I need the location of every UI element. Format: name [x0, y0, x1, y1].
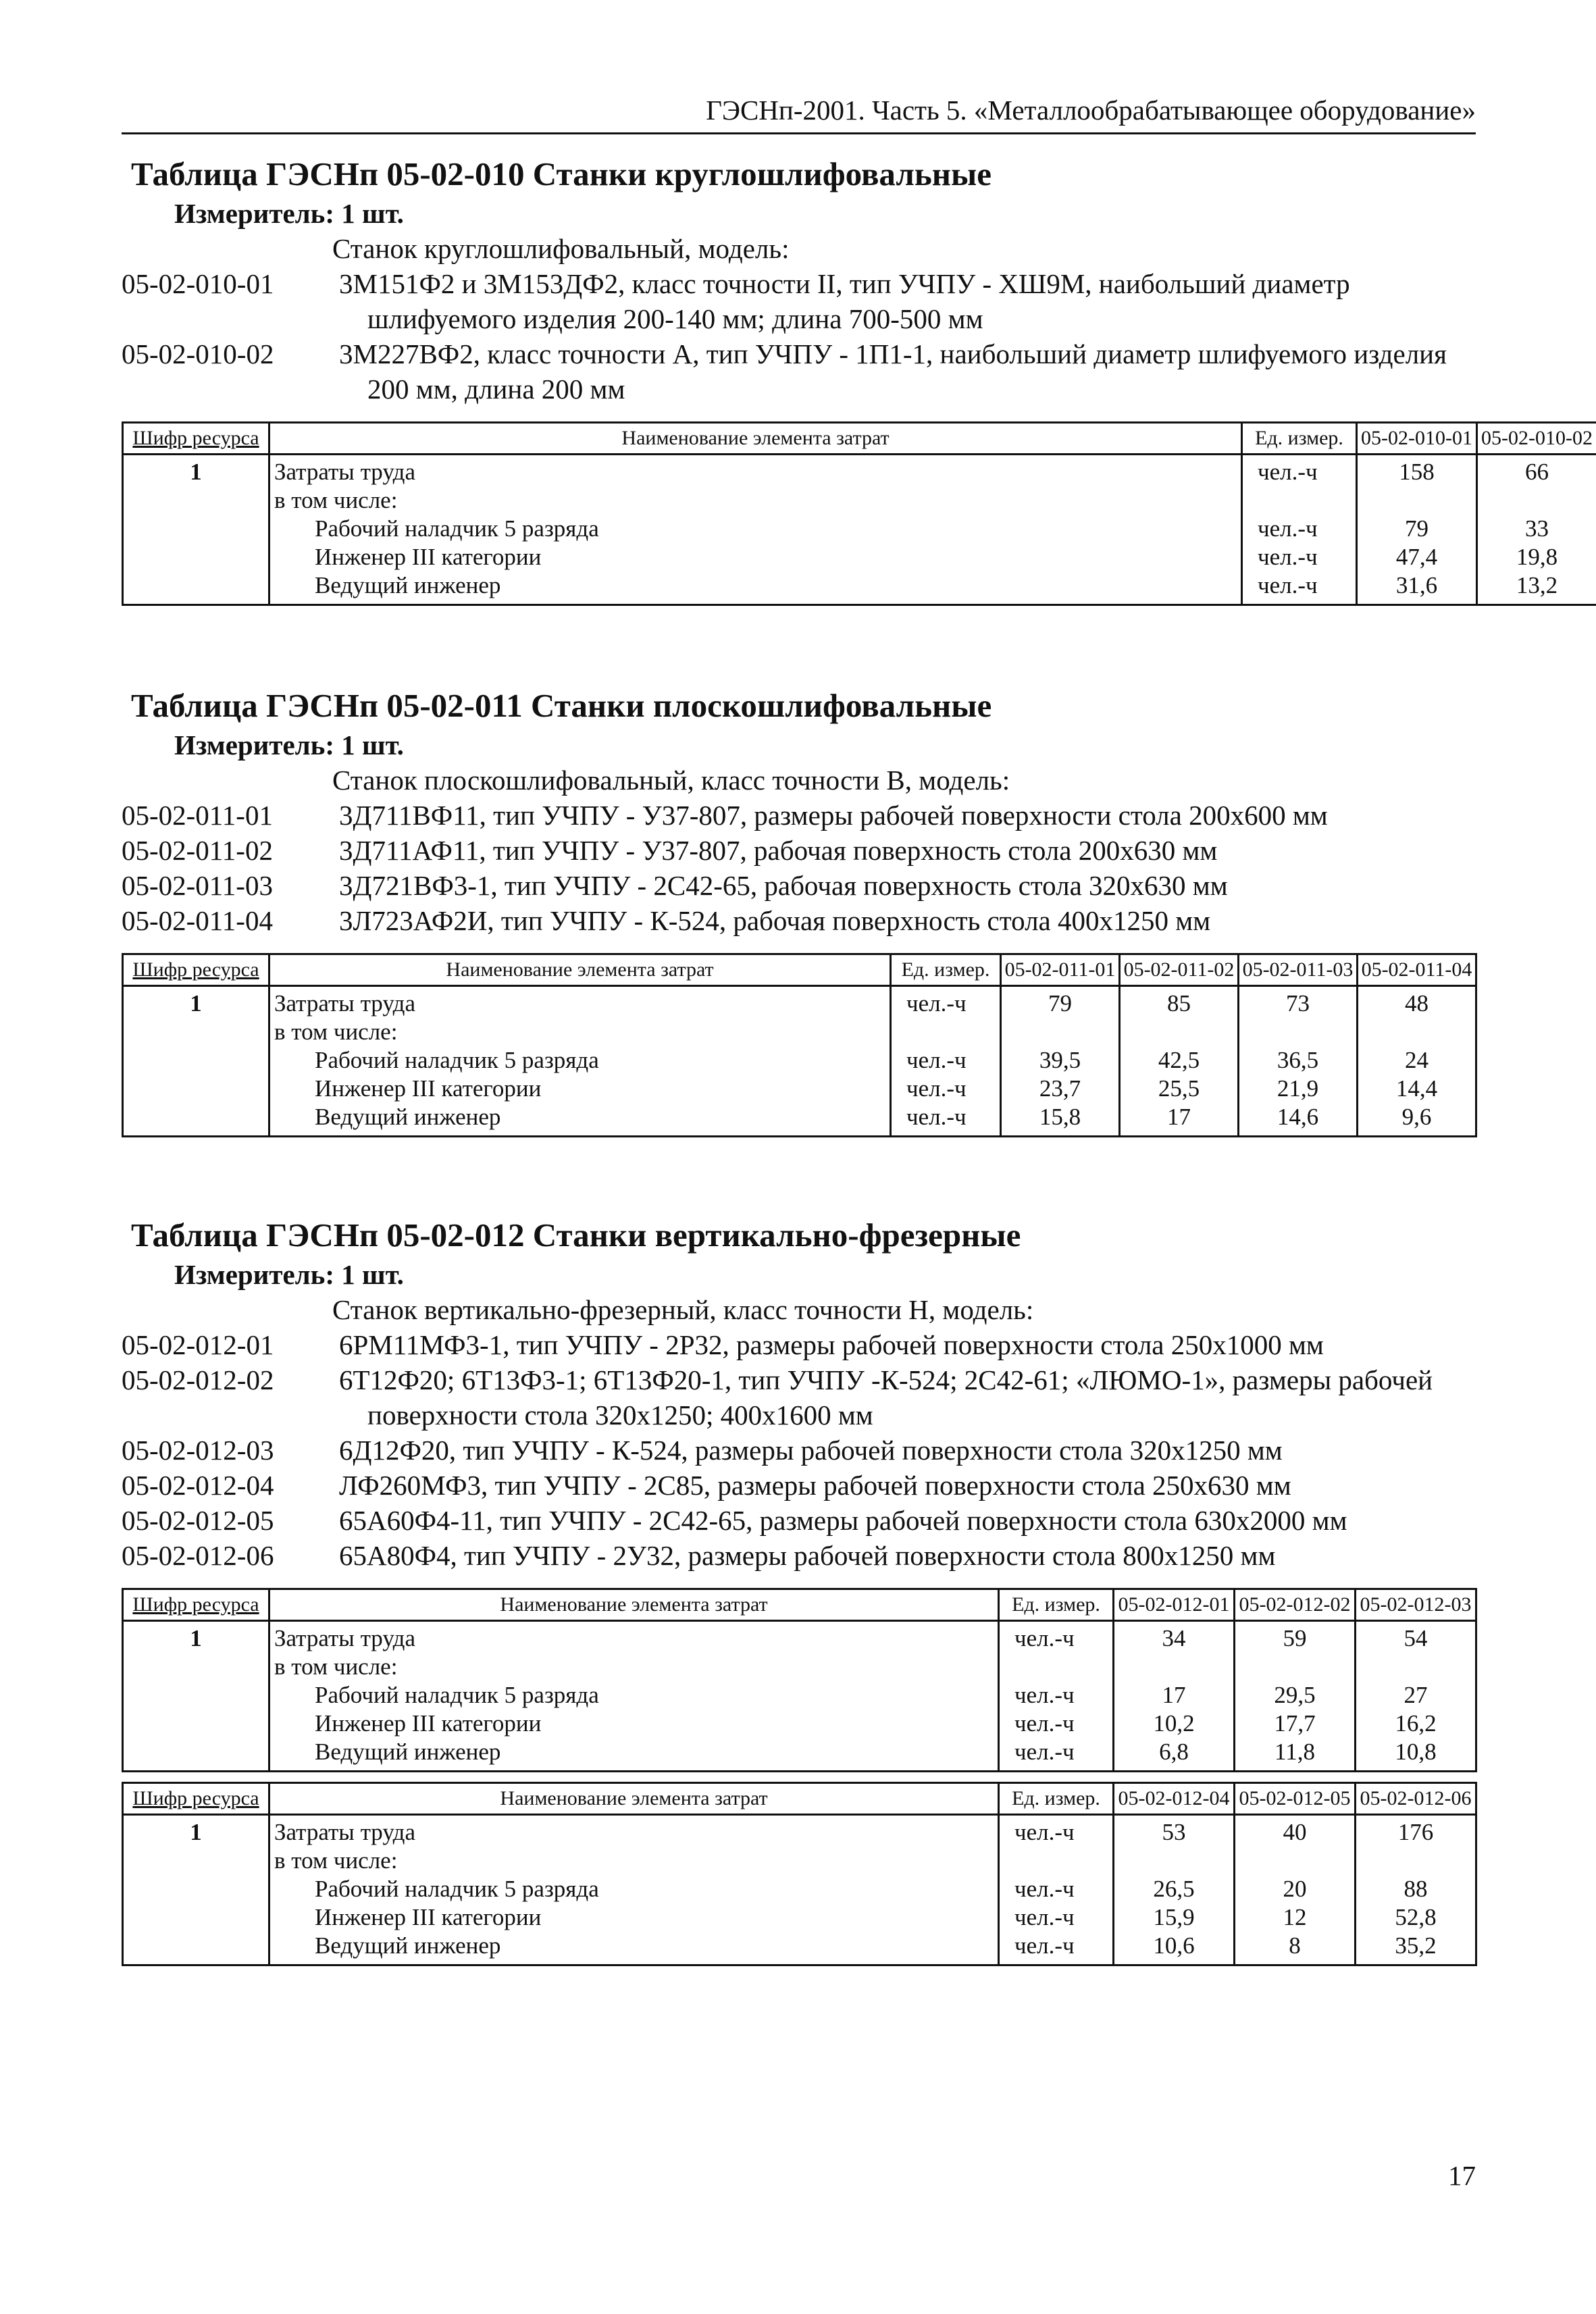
cell-element-name: в том числе: — [269, 1847, 999, 1875]
code-description — [334, 833, 1476, 868]
cell-element-name: Инженер III категории — [269, 1903, 999, 1932]
meter-line: Измеритель: 1 шт. — [174, 198, 404, 229]
cell-unit: чел.-ч — [1242, 543, 1357, 571]
table-header-row — [123, 1783, 1476, 1815]
header-norm-code: 05-02-011-03 — [1239, 954, 1358, 986]
page-number: 17 — [1448, 2160, 1476, 2191]
code-row — [122, 1538, 1476, 1573]
code-row — [122, 336, 1476, 407]
cell-value: 12 — [1235, 1903, 1356, 1932]
cell-value: 85 — [1120, 986, 1239, 1019]
norms-table — [122, 1588, 1477, 1772]
cell-element-name: в том числе: — [269, 1653, 999, 1681]
cell-unit: чел.-ч — [1242, 455, 1357, 487]
norms-table — [122, 421, 1596, 606]
cell-resource-code — [123, 1018, 269, 1046]
code-number: 05-02-011-01 — [122, 800, 273, 831]
cell-value: 79 — [1001, 986, 1120, 1019]
cell-value: 11,8 — [1235, 1738, 1356, 1772]
cell-value: 29,5 — [1235, 1681, 1356, 1709]
cell-value: 31,6 — [1357, 571, 1477, 605]
code-row — [122, 1362, 1476, 1433]
cell-value: 17,7 — [1235, 1709, 1356, 1738]
cell-element-name: Рабочий наладчик 5 разряда — [269, 1681, 999, 1709]
cell-unit: чел.-ч — [999, 1903, 1114, 1932]
code-number: 05-02-011-03 — [122, 870, 273, 901]
code-row — [122, 1503, 1476, 1538]
header-norm-code: 05-02-011-02 — [1120, 954, 1239, 986]
cell-value: 10,2 — [1114, 1709, 1235, 1738]
code-description-line: 6РМ11МФ3-1, тип УЧПУ - 2Р32, размеры рабочей поверхности стола 250х1000 мм — [339, 1329, 1324, 1360]
cell-value — [1477, 486, 1596, 515]
cell-resource-code — [123, 1653, 269, 1681]
cell-unit: чел.-ч — [891, 1075, 1001, 1103]
cell-value: 66 — [1477, 455, 1596, 487]
table-row — [123, 1875, 1476, 1903]
section-05-02-010 — [122, 153, 1593, 606]
header-unit: Ед. измер. — [999, 1783, 1114, 1815]
cell-value: 17 — [1120, 1103, 1239, 1137]
cell-value: 14,6 — [1239, 1103, 1358, 1137]
cell-element-name: Рабочий наладчик 5 разряда — [269, 1046, 891, 1075]
header-resource-code: Шифр ресурса — [123, 1783, 269, 1815]
cell-resource-code — [123, 486, 269, 515]
section-05-02-011 — [122, 684, 1476, 1137]
cell-element-name: Ведущий инженер — [269, 1932, 999, 1965]
code-description — [334, 266, 1476, 336]
table-row — [123, 1681, 1476, 1709]
code-description-line: 3Д711ВФ11, тип УЧПУ - У37-807, размеры рабочей поверхности стола 200х600 мм — [339, 800, 1328, 831]
section-intro: Станок плоскошлифовальный, класс точности В, модель: — [332, 765, 1010, 796]
cell-unit: чел.-ч — [999, 1738, 1114, 1772]
code-row — [122, 1327, 1476, 1362]
code-description — [334, 1433, 1476, 1468]
code-number: 05-02-011-02 — [122, 835, 273, 866]
cell-resource-code — [123, 1875, 269, 1903]
header-element-name: Наименование элемента затрат — [269, 954, 891, 986]
cell-resource-code — [123, 543, 269, 571]
table-row — [123, 455, 1596, 487]
cell-unit: чел.-ч — [891, 986, 1001, 1019]
running-header: ГЭСНп-2001. Часть 5. «Металлообрабатывающее оборудование» — [706, 95, 1476, 126]
cell-resource-code: 1 — [123, 986, 269, 1019]
code-description-line: 65А80Ф4, тип УЧПУ - 2У32, размеры рабочей поверхности стола 800х1250 мм — [339, 1540, 1276, 1571]
cell-resource-code: 1 — [123, 1621, 269, 1653]
cell-value: 53 — [1114, 1815, 1235, 1847]
code-number: 05-02-012-05 — [122, 1505, 274, 1536]
code-number: 05-02-012-01 — [122, 1329, 274, 1360]
section-05-02-012 — [122, 1214, 1476, 1966]
cell-resource-code — [123, 1681, 269, 1709]
header-unit: Ед. измер. — [891, 954, 1001, 986]
code-row — [122, 798, 1476, 833]
table-row — [123, 1738, 1476, 1772]
cell-unit — [891, 1018, 1001, 1046]
cell-unit: чел.-ч — [999, 1681, 1114, 1709]
cell-value: 25,5 — [1120, 1075, 1239, 1103]
cell-resource-code — [123, 1932, 269, 1965]
table-row — [123, 986, 1476, 1019]
cell-element-name: Рабочий наладчик 5 разряда — [269, 515, 1242, 543]
code-description — [334, 1362, 1476, 1433]
code-description-continuation: поверхности стола 320х1250; 400х1600 мм — [367, 1399, 873, 1431]
meter-line: Измеритель: 1 шт. — [174, 729, 404, 761]
header-norm-code: 05-02-012-02 — [1235, 1589, 1356, 1621]
cell-element-name: Затраты труда — [269, 455, 1242, 487]
table-row — [123, 486, 1596, 515]
cell-value: 88 — [1356, 1875, 1476, 1903]
cell-value: 10,6 — [1114, 1932, 1235, 1965]
norms-table — [122, 953, 1477, 1137]
cell-value: 54 — [1356, 1621, 1476, 1653]
cell-value — [1356, 1653, 1476, 1681]
cell-unit: чел.-ч — [891, 1103, 1001, 1137]
cell-unit: чел.-ч — [891, 1046, 1001, 1075]
table-row — [123, 1709, 1476, 1738]
table-header-row — [123, 1589, 1476, 1621]
code-number: 05-02-012-03 — [122, 1435, 274, 1466]
cell-unit — [1242, 486, 1357, 515]
code-description-line: 3Д711АФ11, тип УЧПУ - У37-807, рабочая поверхность стола 200х630 мм — [339, 835, 1218, 866]
table-row — [123, 1075, 1476, 1103]
header-resource-code: Шифр ресурса — [123, 423, 269, 455]
cell-value: 59 — [1235, 1621, 1356, 1653]
code-description-line: 3М227ВФ2, класс точности А, тип УЧПУ - 1П1-1, наибольший диаметр шлифуемого изделия — [339, 338, 1447, 369]
cell-value — [1114, 1847, 1235, 1875]
code-description-continuation: 200 мм, длина 200 мм — [367, 374, 625, 405]
cell-value — [1235, 1847, 1356, 1875]
code-description-line: 6Д12Ф20, тип УЧПУ - К-524, размеры рабочей поверхности стола 320х1250 мм — [339, 1435, 1283, 1466]
cell-value: 42,5 — [1120, 1046, 1239, 1075]
header-norm-code: 05-02-010-01 — [1357, 423, 1477, 455]
code-description — [334, 903, 1476, 938]
cell-value: 176 — [1356, 1815, 1476, 1847]
cell-resource-code — [123, 1709, 269, 1738]
cell-value: 9,6 — [1358, 1103, 1476, 1137]
cell-value: 8 — [1235, 1932, 1356, 1965]
code-row — [122, 266, 1476, 336]
code-description-line: 6Т12Ф20; 6Т13Ф3-1; 6Т13Ф20-1, тип УЧПУ -К-524; 2С42-61; «ЛЮМО-1», размеры рабочей — [339, 1364, 1433, 1395]
header-unit: Ед. измер. — [1242, 423, 1357, 455]
cell-value — [1239, 1018, 1358, 1046]
cell-unit — [999, 1847, 1114, 1875]
section-title: Таблица ГЭСНп 05-02-010 Станки круглошлифовальные — [131, 155, 992, 192]
cell-value: 16,2 — [1356, 1709, 1476, 1738]
cell-value: 39,5 — [1001, 1046, 1120, 1075]
header-norm-code: 05-02-012-05 — [1235, 1783, 1356, 1815]
section-title: Таблица ГЭСНп 05-02-012 Станки вертикально-фрезерные — [131, 1216, 1021, 1254]
cell-value: 15,8 — [1001, 1103, 1120, 1137]
cell-value: 15,9 — [1114, 1903, 1235, 1932]
cell-value: 14,4 — [1358, 1075, 1476, 1103]
cell-unit: чел.-ч — [999, 1709, 1114, 1738]
code-number: 05-02-012-06 — [122, 1540, 274, 1571]
code-number: 05-02-011-04 — [122, 905, 273, 936]
header-norm-code: 05-02-012-03 — [1356, 1589, 1476, 1621]
cell-element-name: Рабочий наладчик 5 разряда — [269, 1875, 999, 1903]
cell-value: 36,5 — [1239, 1046, 1358, 1075]
cell-element-name: Ведущий инженер — [269, 1103, 891, 1137]
code-row — [122, 868, 1476, 903]
code-number: 05-02-012-04 — [122, 1470, 274, 1501]
header-norm-code: 05-02-011-04 — [1358, 954, 1476, 986]
table-row — [123, 1847, 1476, 1875]
header-element-name: Наименование элемента затрат — [269, 1589, 999, 1621]
table-row — [123, 1903, 1476, 1932]
cell-resource-code — [123, 1075, 269, 1103]
header-unit: Ед. измер. — [999, 1589, 1114, 1621]
code-list — [122, 1327, 1476, 1573]
cell-resource-code: 1 — [123, 1815, 269, 1847]
cell-element-name: Ведущий инженер — [269, 571, 1242, 605]
code-description — [334, 1538, 1476, 1573]
code-list — [122, 798, 1476, 938]
cell-value — [1235, 1653, 1356, 1681]
cell-value: 27 — [1356, 1681, 1476, 1709]
cell-element-name: Инженер III категории — [269, 1075, 891, 1103]
cell-value — [1356, 1847, 1476, 1875]
cell-element-name: в том числе: — [269, 486, 1242, 515]
norms-table — [122, 1782, 1477, 1966]
section-intro: Станок круглошлифовальный, модель: — [332, 233, 790, 264]
code-description — [334, 1503, 1476, 1538]
cell-value: 23,7 — [1001, 1075, 1120, 1103]
table-row — [123, 571, 1596, 605]
header-norm-code: 05-02-012-06 — [1356, 1783, 1476, 1815]
cell-resource-code — [123, 1738, 269, 1772]
table-row — [123, 1815, 1476, 1847]
cell-value: 52,8 — [1356, 1903, 1476, 1932]
cell-value: 47,4 — [1357, 543, 1477, 571]
cell-element-name: в том числе: — [269, 1018, 891, 1046]
cell-element-name: Инженер III категории — [269, 1709, 999, 1738]
cell-unit: чел.-ч — [999, 1621, 1114, 1653]
code-number: 05-02-010-02 — [122, 338, 274, 369]
cell-unit: чел.-ч — [999, 1875, 1114, 1903]
cell-value — [1114, 1653, 1235, 1681]
code-description — [334, 798, 1476, 833]
table-header-row — [123, 954, 1476, 986]
cell-element-name: Инженер III категории — [269, 543, 1242, 571]
cell-value: 79 — [1357, 515, 1477, 543]
header-resource-code: Шифр ресурса — [123, 1589, 269, 1621]
meter-line: Измеритель: 1 шт. — [174, 1259, 404, 1290]
table-row — [123, 1932, 1476, 1965]
header-norm-code: 05-02-012-04 — [1114, 1783, 1235, 1815]
cell-value: 33 — [1477, 515, 1596, 543]
table-row — [123, 1653, 1476, 1681]
header-resource-code: Шифр ресурса — [123, 954, 269, 986]
cell-unit: чел.-ч — [999, 1815, 1114, 1847]
code-list — [122, 266, 1476, 407]
cell-value: 10,8 — [1356, 1738, 1476, 1772]
cell-value — [1358, 1018, 1476, 1046]
table-row — [123, 1018, 1476, 1046]
cell-value: 24 — [1358, 1046, 1476, 1075]
cell-resource-code — [123, 1103, 269, 1137]
cell-unit: чел.-ч — [1242, 571, 1357, 605]
cell-value: 6,8 — [1114, 1738, 1235, 1772]
cell-value: 13,2 — [1477, 571, 1596, 605]
cell-value: 158 — [1357, 455, 1477, 487]
code-row — [122, 903, 1476, 938]
cell-unit — [999, 1653, 1114, 1681]
code-number: 05-02-010-01 — [122, 268, 274, 299]
cell-value: 35,2 — [1356, 1932, 1476, 1965]
cell-element-name: Затраты труда — [269, 986, 891, 1019]
code-row — [122, 833, 1476, 868]
header-norm-code: 05-02-011-01 — [1001, 954, 1120, 986]
cell-value: 21,9 — [1239, 1075, 1358, 1103]
cell-value — [1357, 486, 1477, 515]
section-title: Таблица ГЭСНп 05-02-011 Станки плоскошлифовальные — [131, 687, 992, 724]
code-description — [334, 1468, 1476, 1503]
header-norm-code: 05-02-010-02 — [1477, 423, 1596, 455]
section-intro: Станок вертикально-фрезерный, класс точности Н, модель: — [332, 1294, 1034, 1325]
cell-value — [1120, 1018, 1239, 1046]
cell-resource-code — [123, 1903, 269, 1932]
cell-value: 26,5 — [1114, 1875, 1235, 1903]
cell-value: 19,8 — [1477, 543, 1596, 571]
cell-value — [1001, 1018, 1120, 1046]
cell-element-name: Затраты труда — [269, 1815, 999, 1847]
code-description — [334, 336, 1476, 407]
cell-value: 20 — [1235, 1875, 1356, 1903]
cell-element-name: Ведущий инженер — [269, 1738, 999, 1772]
code-description-continuation: шлифуемого изделия 200-140 мм; длина 700-500 мм — [367, 303, 983, 334]
code-description-line: 65А60Ф4-11, тип УЧПУ - 2С42-65, размеры рабочей поверхности стола 630х2000 мм — [339, 1505, 1347, 1536]
cell-resource-code — [123, 571, 269, 605]
code-description — [334, 868, 1476, 903]
code-description-line: 3Л723АФ2И, тип УЧПУ - К-524, рабочая поверхность стола 400х1250 мм — [339, 905, 1211, 936]
cell-unit: чел.-ч — [1242, 515, 1357, 543]
header-rule — [122, 132, 1476, 134]
cell-resource-code — [123, 515, 269, 543]
cell-value: 48 — [1358, 986, 1476, 1019]
table-row — [123, 515, 1596, 543]
code-description — [334, 1327, 1476, 1362]
code-row — [122, 1468, 1476, 1503]
code-description-line: 3М151Ф2 и 3М153ДФ2, класс точности II, тип УЧПУ - ХШ9М, наибольший диаметр — [339, 268, 1350, 299]
header-element-name: Наименование элемента затрат — [269, 1783, 999, 1815]
table-row — [123, 543, 1596, 571]
table-row — [123, 1103, 1476, 1137]
code-number: 05-02-012-02 — [122, 1364, 274, 1395]
cell-element-name: Затраты труда — [269, 1621, 999, 1653]
header-element-name: Наименование элемента затрат — [269, 423, 1242, 455]
table-row — [123, 1046, 1476, 1075]
header-norm-code: 05-02-012-01 — [1114, 1589, 1235, 1621]
table-header-row — [123, 423, 1596, 455]
cell-resource-code — [123, 1847, 269, 1875]
cell-value: 73 — [1239, 986, 1358, 1019]
table-row — [123, 1621, 1476, 1653]
code-description-line: ЛФ260МФ3, тип УЧПУ - 2С85, размеры рабочей поверхности стола 250х630 мм — [339, 1470, 1291, 1501]
cell-unit: чел.-ч — [999, 1932, 1114, 1965]
cell-value: 17 — [1114, 1681, 1235, 1709]
cell-value: 40 — [1235, 1815, 1356, 1847]
cell-resource-code: 1 — [123, 455, 269, 487]
cell-value: 34 — [1114, 1621, 1235, 1653]
code-row — [122, 1433, 1476, 1468]
code-description-line: 3Д721ВФ3-1, тип УЧПУ - 2С42-65, рабочая поверхность стола 320х630 мм — [339, 870, 1228, 901]
cell-resource-code — [123, 1046, 269, 1075]
